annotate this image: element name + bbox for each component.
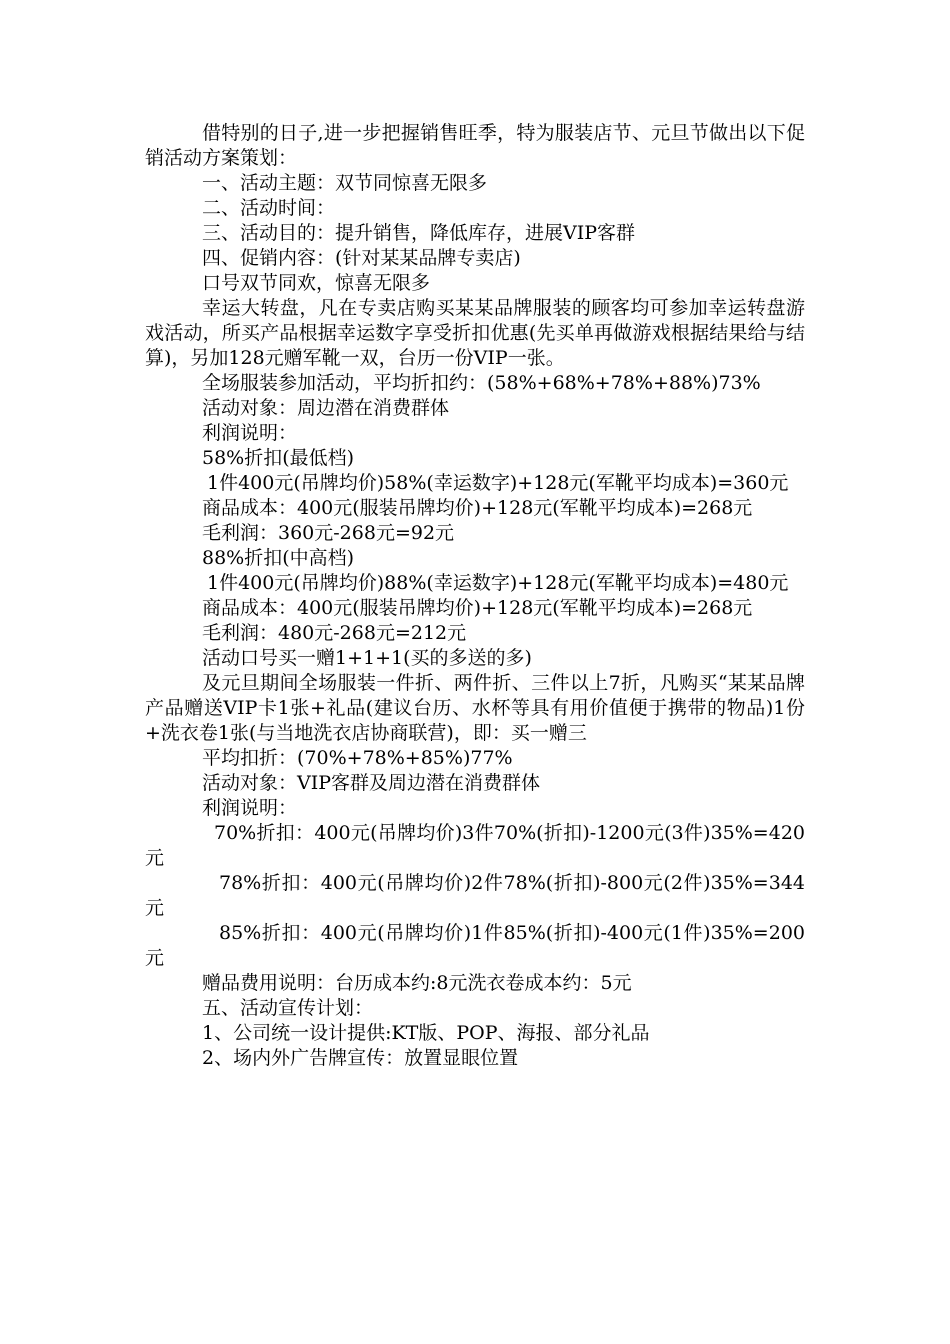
- paragraph-target-2: 活动对象：VIP客群及周边潜在消费群体: [202, 772, 541, 794]
- paragraph-intro: 借特别的日子,进一步把握销售旺季，特为服装店节、元旦节做出以下促销活动方案策划：: [145, 122, 805, 169]
- paragraph-discount-58: 58%折扣(最低档): [202, 447, 355, 469]
- paragraph-promo-plan: 五、活动宣传计划：: [202, 997, 374, 1019]
- paragraph-gross-88: 毛利润：480元-268元=212元: [202, 622, 467, 644]
- document-body: [145, 121, 805, 1071]
- paragraph-cost-88: 商品成本：400元(服装吊牌均价)+128元(军靴平均成本)=268元: [202, 597, 753, 619]
- paragraph-promo-item-1: 1、公司统一设计提供:KT版、POP、海报、部分礼品: [202, 1022, 650, 1044]
- paragraph-content: 四、促销内容：(针对某某品牌专卖店): [202, 247, 521, 269]
- paragraph-promo-item-2: 2、场内外广告牌宣传：放置显眼位置: [202, 1047, 519, 1069]
- paragraph-discount-88: 88%折扣(中高档): [202, 547, 355, 569]
- paragraph-new-year: 及元旦期间全场服装一件折、两件折、三件以上7折，凡购买“某某品牌产品赠送VIP卡1张+礼品(建议台历、水杯等具有用价值便于携带的物品)1份+洗衣卷1张(与当地洗衣店协商联营)，即：买一赠三: [145, 672, 805, 744]
- paragraph-cost-58: 商品成本：400元(服装吊牌均价)+128元(军靴平均成本)=268元: [202, 497, 753, 519]
- paragraph-profit-heading-2: 利润说明：: [202, 797, 298, 819]
- paragraph-calc-58: 1件400元(吊牌均价)58%(幸运数字)+128元(军靴平均成本)=360元: [207, 472, 789, 494]
- paragraph-buy-one-get: 活动口号买一赠1+1+1(买的多送的多): [202, 647, 532, 669]
- paragraph-calc-88: 1件400元(吊牌均价)88%(幸运数字)+128元(军靴平均成本)=480元: [207, 572, 789, 594]
- paragraph-gift-cost: 赠品费用说明：台历成本约:8元洗衣卷成本约：5元: [202, 972, 632, 994]
- paragraph-theme: 一、活动主题：双节同惊喜无限多: [202, 172, 488, 194]
- paragraph-calc-78: 78%折扣：400元(吊牌均价)2件78%(折扣)-800元(2件)35%=344元: [145, 872, 805, 919]
- paragraph-calc-70: 70%折扣：400元(吊牌均价)3件70%(折扣)-1200元(3件)35%=420元: [145, 822, 805, 869]
- paragraph-goal: 三、活动目的：提升销售，降低库存，进展VIP客群: [202, 222, 636, 244]
- paragraph-lucky-wheel: 幸运大转盘，凡在专卖店购买某某品牌服装的顾客均可参加幸运转盘游戏活动，所买产品根据幸运数字享受折扣优惠(先买单再做游戏根据结果给与结算)，另加128元赠军靴一双，台历一份VIP一张。: [145, 297, 805, 369]
- paragraph-calc-85: 85%折扣：400元(吊牌均价)1件85%(折扣)-400元(1件)35%=200元: [145, 922, 805, 969]
- paragraph-average-discount-2: 平均扣折：(70%+78%+85%)77%: [202, 747, 513, 769]
- paragraph-time: 二、活动时间：: [202, 197, 336, 219]
- paragraph-average-discount: 全场服装参加活动，平均折扣约：(58%+68%+78%+88%)73%: [202, 372, 761, 394]
- paragraph-profit-heading: 利润说明：: [202, 422, 298, 444]
- paragraph-gross-58: 毛利润：360元-268元=92元: [202, 522, 455, 544]
- paragraph-slogan: 口号双节同欢，惊喜无限多: [202, 272, 431, 294]
- paragraph-target: 活动对象：周边潜在消费群体: [202, 397, 450, 419]
